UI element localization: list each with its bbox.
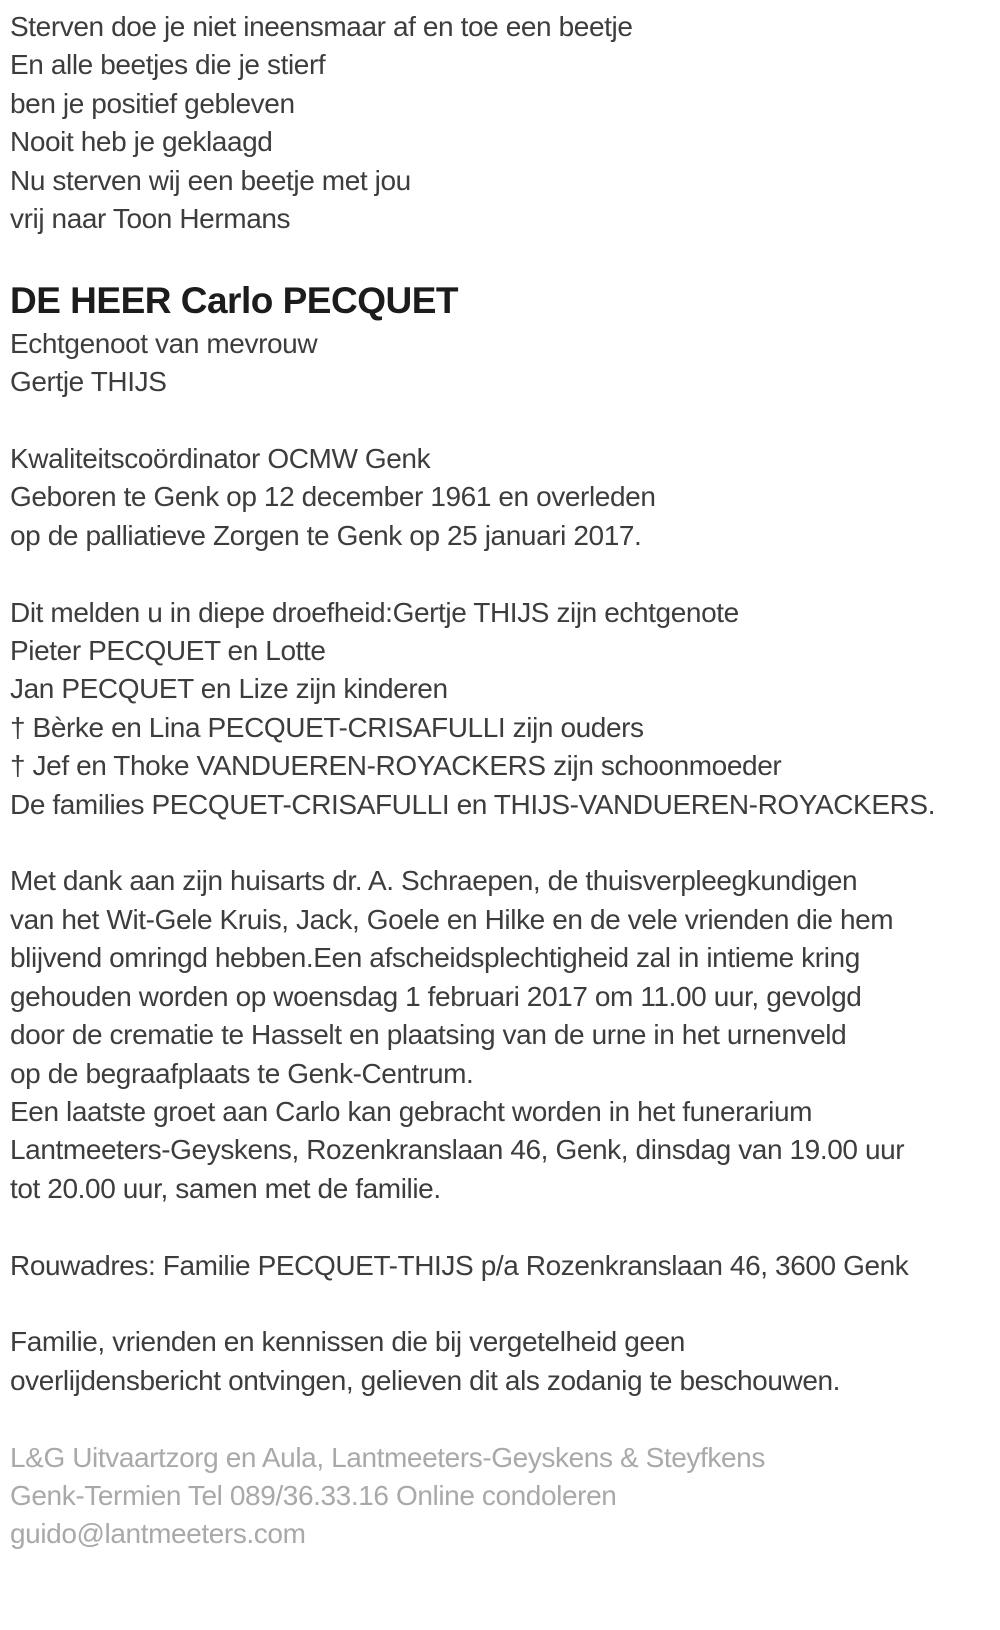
deceased-spouse-name: Gertje THIJS [10,366,167,398]
notice-line: overlijdensbericht ontvingen, gelieven dit als zodanig te beschouwen. [10,1364,841,1396]
deceased-section [10,277,990,402]
ceremony-line: Met dank aan zijn huisarts dr. A. Schraepen, de thuisverpleegkundigen [10,865,858,897]
deceased-name-title: DE HEER Carlo PECQUET [10,279,458,321]
life-details-section [10,440,990,555]
ceremony-line: gehouden worden op woensdag 1 februari 2017 om 11.00 uur, gevolgd [10,980,862,1012]
family-line: De families PECQUET-CRISAFULLI en THIJS-VANDUEREN-ROYACKERS. [10,788,936,820]
poem-line: En alle beetjes die je stierf [10,49,326,81]
ceremony-line: door de crematie te Hasselt en plaatsing van de urne in het urnenveld [10,1019,847,1051]
occupation-line: Kwaliteitscoördinator OCMW Genk [10,443,431,475]
birth-death-line: op de palliatieve Zorgen te Genk op 25 januari 2017. [10,519,642,551]
poem-section [10,8,990,238]
poem-line: Nooit heb je geklaagd [10,126,273,158]
notice-line: Familie, vrienden en kennissen die bij vergetelheid geen [10,1326,685,1358]
poem-line: Nu sterven wij een beetje met jou [10,164,411,196]
poem-line: ben je positief gebleven [10,87,295,119]
family-line-deceased-inlaws: † Jef en Thoke VANDUEREN-ROYACKERS zijn schoonmoeder [10,750,782,782]
poem-line: Sterven doe je niet ineensmaar af en toe een beetje [10,11,633,42]
mourning-address-section [10,1247,990,1285]
family-line-deceased-parents: † Bèrke en Lina PECQUET-CRISAFULLI zijn ouders [10,711,644,743]
ceremony-line: Een laatste groet aan Carlo kan gebracht worden in het funerarium [10,1095,813,1127]
ceremony-section [10,862,990,1208]
ceremony-line: tot 20.00 uur, samen met de familie. [10,1172,441,1204]
birth-death-line: Geboren te Genk op 12 december 1961 en overleden [10,481,656,513]
family-line: Jan PECQUET en Lize zijn kinderen [10,673,448,705]
deceased-subtitle-line: Echtgenoot van mevrouw [10,327,318,359]
family-line: Pieter PECQUET en Lotte [10,635,326,667]
funeral-home-name-line: L&G Uitvaartzorg en Aula, Lantmeeters-Geyskens & Steyfkens [10,1441,765,1473]
ceremony-line: op de begraafplaats te Genk-Centrum. [10,1057,474,1089]
notice-section [10,1323,990,1400]
mourning-address-line: Rouwadres: Familie PECQUET-THIJS p/a Rozenkranslaan 46, 3600 Genk [10,1249,909,1281]
poem-attribution: vrij naar Toon Hermans [10,203,291,235]
ceremony-line: blijvend omringd hebben.Een afscheidsplechtigheid zal in intieme kring [10,942,860,974]
ceremony-line: Lantmeeters-Geyskens, Rozenkranslaan 46, Genk, dinsdag van 19.00 uur [10,1134,905,1166]
family-section [10,594,990,824]
funeral-home-contact-line: Genk-Termien Tel 089/36.33.16 Online condoleren [10,1479,617,1511]
ceremony-line: van het Wit-Gele Kruis, Jack, Goele en Hilke en de vele vrienden die hem [10,903,894,935]
funeral-home-email: guido@lantmeeters.com [10,1518,306,1550]
funeral-home-footer [10,1439,990,1554]
family-line: Dit melden u in diepe droefheid:Gertje THIJS zijn echtgenote [10,596,739,628]
